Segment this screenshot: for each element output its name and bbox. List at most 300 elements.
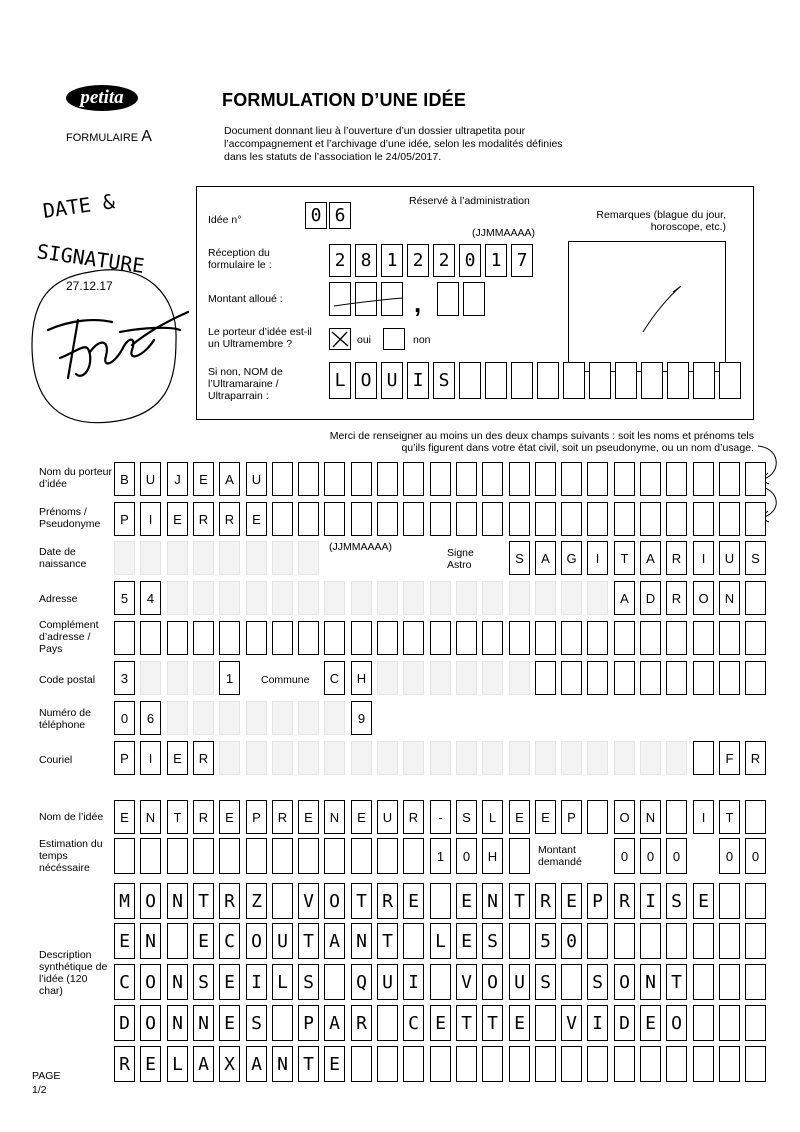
birth-date-box[interactable] <box>193 541 214 575</box>
email-box[interactable] <box>509 741 530 775</box>
description-box[interactable]: S <box>246 1005 267 1041</box>
address2-box[interactable] <box>167 621 188 655</box>
address-box[interactable] <box>377 581 398 615</box>
description-box[interactable]: A <box>324 923 345 959</box>
sponsor-letter-box[interactable] <box>589 362 611 399</box>
description-box[interactable] <box>509 923 530 959</box>
idea-name-box[interactable]: N <box>324 800 345 834</box>
address-box[interactable] <box>246 581 267 615</box>
astro-sign-box[interactable]: R <box>666 541 687 575</box>
last-name-box[interactable]: E <box>193 462 214 496</box>
description-box[interactable]: O <box>140 883 161 919</box>
sponsor-letter-box[interactable] <box>693 362 715 399</box>
description-box[interactable]: T <box>509 883 530 919</box>
description-box[interactable]: L <box>430 923 451 959</box>
last-name-box[interactable] <box>745 462 766 496</box>
idea-name-box[interactable]: R <box>272 800 293 834</box>
description-box[interactable] <box>167 923 188 959</box>
sponsor-letter-box[interactable] <box>459 362 481 399</box>
description-box[interactable] <box>745 923 766 959</box>
city-box[interactable] <box>719 661 740 695</box>
time-amount-box[interactable] <box>114 838 135 874</box>
description-box[interactable] <box>535 1005 556 1041</box>
last-name-box[interactable] <box>298 462 319 496</box>
city-box[interactable] <box>666 661 687 695</box>
description-box[interactable] <box>587 923 608 959</box>
description-box[interactable] <box>745 964 766 1000</box>
address-box[interactable]: N <box>719 581 740 615</box>
description-box[interactable]: E <box>456 883 477 919</box>
first-name-box[interactable] <box>535 502 556 536</box>
email-box[interactable] <box>456 741 477 775</box>
city-box[interactable] <box>403 661 424 695</box>
idea-name-box[interactable]: E <box>509 800 530 834</box>
last-name-box[interactable]: B <box>114 462 135 496</box>
address-box[interactable] <box>298 581 319 615</box>
idea-name-box[interactable] <box>587 800 608 834</box>
description-box[interactable]: S <box>587 964 608 1000</box>
description-box[interactable]: R <box>535 883 556 919</box>
description-box[interactable]: S <box>535 964 556 1000</box>
description-box[interactable] <box>719 1005 740 1041</box>
email-box[interactable]: R <box>745 741 766 775</box>
description-box[interactable]: N <box>167 883 188 919</box>
email-box[interactable]: F <box>719 741 740 775</box>
reception-date-box[interactable]: 8 <box>355 244 377 277</box>
city-box[interactable] <box>509 661 530 695</box>
last-name-box[interactable]: J <box>167 462 188 496</box>
city-box[interactable] <box>745 661 766 695</box>
sponsor-letter-box[interactable] <box>641 362 663 399</box>
idea-name-box[interactable]: R <box>193 800 214 834</box>
phone-box[interactable] <box>298 701 319 735</box>
description-box[interactable]: N <box>272 1046 293 1082</box>
description-box[interactable]: E <box>561 883 582 919</box>
reception-date-box[interactable]: 2 <box>407 244 429 277</box>
address2-box[interactable] <box>456 621 477 655</box>
idea-name-box[interactable]: E <box>351 800 372 834</box>
astro-sign-box[interactable]: U <box>719 541 740 575</box>
description-box[interactable]: N <box>482 883 503 919</box>
email-box[interactable] <box>482 741 503 775</box>
last-name-box[interactable] <box>561 462 582 496</box>
description-box[interactable]: U <box>377 964 398 1000</box>
time-amount-box[interactable] <box>351 838 372 874</box>
description-box[interactable]: C <box>219 923 240 959</box>
description-box[interactable]: L <box>272 964 293 1000</box>
description-box[interactable] <box>745 883 766 919</box>
first-name-box[interactable]: P <box>114 502 135 536</box>
address-box[interactable]: 4 <box>140 581 161 615</box>
remarks-box[interactable] <box>568 241 726 372</box>
address-box[interactable]: A <box>614 581 635 615</box>
address-box[interactable]: R <box>666 581 687 615</box>
description-box[interactable]: L <box>167 1046 188 1082</box>
address2-box[interactable] <box>324 621 345 655</box>
address2-box[interactable] <box>246 621 267 655</box>
address2-box[interactable] <box>482 621 503 655</box>
description-box[interactable]: V <box>298 883 319 919</box>
description-box[interactable] <box>456 1046 477 1082</box>
city-box[interactable]: C <box>324 661 345 695</box>
address2-box[interactable] <box>430 621 451 655</box>
description-box[interactable] <box>614 923 635 959</box>
idea-name-box[interactable]: L <box>482 800 503 834</box>
first-name-box[interactable] <box>614 502 635 536</box>
address-box[interactable] <box>324 581 345 615</box>
first-name-box[interactable] <box>640 502 661 536</box>
last-name-box[interactable] <box>693 462 714 496</box>
address-box[interactable] <box>167 581 188 615</box>
idea-name-box[interactable]: I <box>693 800 714 834</box>
city-box[interactable] <box>482 661 503 695</box>
description-box[interactable] <box>482 1046 503 1082</box>
address2-box[interactable] <box>140 621 161 655</box>
description-box[interactable] <box>561 964 582 1000</box>
description-box[interactable] <box>430 1046 451 1082</box>
description-box[interactable]: U <box>509 964 530 1000</box>
description-box[interactable] <box>377 1046 398 1082</box>
time-amount-box[interactable]: 0 <box>640 838 661 874</box>
city-box[interactable]: H <box>351 661 372 695</box>
first-name-box[interactable]: E <box>246 502 267 536</box>
email-box[interactable]: R <box>193 741 214 775</box>
city-box[interactable] <box>430 661 451 695</box>
description-box[interactable]: M <box>114 883 135 919</box>
last-name-box[interactable] <box>430 462 451 496</box>
reception-date-box[interactable]: 1 <box>381 244 403 277</box>
idea-number-box[interactable]: 0 <box>305 202 327 229</box>
description-box[interactable]: U <box>272 923 293 959</box>
address2-box[interactable] <box>693 621 714 655</box>
last-name-box[interactable] <box>587 462 608 496</box>
description-box[interactable]: E <box>456 923 477 959</box>
description-box[interactable]: R <box>114 1046 135 1082</box>
city-box[interactable] <box>693 661 714 695</box>
city-box[interactable] <box>377 661 398 695</box>
first-name-box[interactable] <box>719 502 740 536</box>
astro-sign-box[interactable]: S <box>509 541 530 575</box>
last-name-box[interactable] <box>719 462 740 496</box>
description-box[interactable] <box>403 1046 424 1082</box>
address-box[interactable] <box>430 581 451 615</box>
description-box[interactable]: O <box>246 923 267 959</box>
description-box[interactable]: S <box>298 964 319 1000</box>
time-amount-box[interactable] <box>193 838 214 874</box>
time-amount-box[interactable]: 0 <box>456 838 477 874</box>
reception-date-box[interactable]: 2 <box>329 244 351 277</box>
address-box[interactable] <box>272 581 293 615</box>
description-box[interactable]: E <box>430 1005 451 1041</box>
idea-name-box[interactable]: E <box>114 800 135 834</box>
description-box[interactable] <box>561 1046 582 1082</box>
email-box[interactable] <box>535 741 556 775</box>
description-box[interactable] <box>640 923 661 959</box>
birth-date-box[interactable] <box>219 541 240 575</box>
description-box[interactable]: Z <box>246 883 267 919</box>
description-box[interactable]: C <box>114 964 135 1000</box>
sponsor-letter-box[interactable]: S <box>433 362 455 399</box>
description-box[interactable] <box>693 1046 714 1082</box>
postal-code-box[interactable]: 1 <box>219 661 240 695</box>
time-amount-box[interactable]: 0 <box>666 838 687 874</box>
sponsor-letter-box[interactable] <box>511 362 533 399</box>
description-box[interactable]: O <box>140 964 161 1000</box>
description-box[interactable]: A <box>193 1046 214 1082</box>
description-box[interactable] <box>430 883 451 919</box>
address-box[interactable] <box>745 581 766 615</box>
email-box[interactable]: P <box>114 741 135 775</box>
sponsor-letter-box[interactable] <box>485 362 507 399</box>
description-box[interactable]: A <box>324 1005 345 1041</box>
description-box[interactable]: O <box>140 1005 161 1041</box>
address2-box[interactable] <box>614 621 635 655</box>
address-box[interactable] <box>535 581 556 615</box>
first-name-box[interactable] <box>272 502 293 536</box>
description-box[interactable]: I <box>246 964 267 1000</box>
time-amount-box[interactable] <box>219 838 240 874</box>
last-name-box[interactable] <box>666 462 687 496</box>
first-name-box[interactable]: E <box>167 502 188 536</box>
description-box[interactable]: N <box>167 964 188 1000</box>
astro-sign-box[interactable]: A <box>640 541 661 575</box>
description-box[interactable]: T <box>298 1046 319 1082</box>
description-box[interactable]: E <box>114 923 135 959</box>
address-box[interactable] <box>456 581 477 615</box>
idea-name-box[interactable]: T <box>167 800 188 834</box>
birth-date-box[interactable] <box>298 541 319 575</box>
description-box[interactable] <box>324 964 345 1000</box>
description-box[interactable]: R <box>614 883 635 919</box>
first-name-box[interactable] <box>324 502 345 536</box>
idea-name-box[interactable]: R <box>403 800 424 834</box>
time-amount-box[interactable] <box>140 838 161 874</box>
first-name-box[interactable] <box>666 502 687 536</box>
sponsor-letter-box[interactable]: L <box>329 362 351 399</box>
description-box[interactable]: E <box>640 1005 661 1041</box>
phone-box[interactable]: 9 <box>351 701 372 735</box>
description-box[interactable]: X <box>219 1046 240 1082</box>
description-box[interactable]: N <box>193 1005 214 1041</box>
description-box[interactable] <box>719 923 740 959</box>
first-name-box[interactable] <box>377 502 398 536</box>
description-box[interactable]: N <box>167 1005 188 1041</box>
description-box[interactable] <box>430 964 451 1000</box>
idea-name-box[interactable]: E <box>535 800 556 834</box>
idea-number-box[interactable]: 6 <box>329 202 351 229</box>
first-name-box[interactable] <box>351 502 372 536</box>
address-box[interactable] <box>403 581 424 615</box>
address2-box[interactable] <box>535 621 556 655</box>
description-box[interactable] <box>614 1046 635 1082</box>
description-box[interactable]: Q <box>351 964 372 1000</box>
description-box[interactable]: I <box>403 964 424 1000</box>
email-box[interactable] <box>640 741 661 775</box>
time-amount-box[interactable] <box>403 838 424 874</box>
idea-name-box[interactable]: P <box>246 800 267 834</box>
description-box[interactable]: T <box>666 964 687 1000</box>
description-box[interactable] <box>719 964 740 1000</box>
description-box[interactable] <box>403 923 424 959</box>
email-box[interactable] <box>377 741 398 775</box>
city-box[interactable] <box>614 661 635 695</box>
last-name-box[interactable] <box>377 462 398 496</box>
description-box[interactable]: N <box>640 964 661 1000</box>
birth-date-box[interactable] <box>114 541 135 575</box>
time-amount-box[interactable] <box>272 838 293 874</box>
signature-area[interactable] <box>20 180 200 440</box>
time-amount-box[interactable]: H <box>482 838 503 874</box>
description-box[interactable]: A <box>246 1046 267 1082</box>
description-box[interactable]: R <box>351 1005 372 1041</box>
description-box[interactable]: T <box>298 923 319 959</box>
idea-name-box[interactable]: P <box>561 800 582 834</box>
description-box[interactable]: O <box>614 964 635 1000</box>
phone-box[interactable] <box>272 701 293 735</box>
amount-allowed-cents-box[interactable] <box>437 282 459 316</box>
description-box[interactable]: R <box>377 883 398 919</box>
idea-name-box[interactable]: O <box>614 800 635 834</box>
time-amount-box[interactable] <box>167 838 188 874</box>
postal-code-box[interactable] <box>193 661 214 695</box>
description-box[interactable] <box>535 1046 556 1082</box>
description-box[interactable] <box>272 883 293 919</box>
address-box[interactable]: O <box>693 581 714 615</box>
idea-name-box[interactable]: N <box>640 800 661 834</box>
address2-box[interactable] <box>745 621 766 655</box>
astro-sign-box[interactable]: T <box>614 541 635 575</box>
idea-name-box[interactable] <box>745 800 766 834</box>
address2-box[interactable] <box>509 621 530 655</box>
description-box[interactable]: E <box>219 964 240 1000</box>
sponsor-letter-box[interactable] <box>563 362 585 399</box>
first-name-box[interactable] <box>456 502 477 536</box>
email-box[interactable]: E <box>167 741 188 775</box>
phone-box[interactable] <box>324 701 345 735</box>
description-box[interactable] <box>509 1046 530 1082</box>
first-name-box[interactable] <box>298 502 319 536</box>
last-name-box[interactable] <box>272 462 293 496</box>
astro-sign-box[interactable]: G <box>561 541 582 575</box>
address2-box[interactable] <box>666 621 687 655</box>
phone-box[interactable]: 6 <box>140 701 161 735</box>
description-box[interactable]: O <box>482 964 503 1000</box>
first-name-box[interactable]: R <box>219 502 240 536</box>
sponsor-letter-box[interactable] <box>615 362 637 399</box>
idea-name-box[interactable]: - <box>430 800 451 834</box>
description-box[interactable]: T <box>377 923 398 959</box>
description-box[interactable]: E <box>693 883 714 919</box>
description-box[interactable]: O <box>666 1005 687 1041</box>
description-box[interactable] <box>587 1046 608 1082</box>
description-box[interactable] <box>666 1046 687 1082</box>
email-box[interactable] <box>351 741 372 775</box>
description-box[interactable]: N <box>351 923 372 959</box>
city-box[interactable] <box>535 661 556 695</box>
first-name-box[interactable] <box>587 502 608 536</box>
address2-box[interactable] <box>351 621 372 655</box>
description-box[interactable]: E <box>324 1046 345 1082</box>
description-box[interactable]: V <box>456 964 477 1000</box>
time-amount-box[interactable] <box>377 838 398 874</box>
address2-box[interactable] <box>403 621 424 655</box>
email-box[interactable] <box>298 741 319 775</box>
astro-sign-box[interactable]: I <box>587 541 608 575</box>
idea-name-box[interactable]: E <box>219 800 240 834</box>
last-name-box[interactable]: A <box>219 462 240 496</box>
email-box[interactable] <box>614 741 635 775</box>
description-box[interactable] <box>272 1005 293 1041</box>
description-box[interactable]: D <box>114 1005 135 1041</box>
sponsor-letter-box[interactable]: U <box>381 362 403 399</box>
description-box[interactable] <box>693 964 714 1000</box>
idea-name-box[interactable] <box>666 800 687 834</box>
last-name-box[interactable] <box>403 462 424 496</box>
first-name-box[interactable] <box>430 502 451 536</box>
description-box[interactable]: I <box>587 1005 608 1041</box>
member-yes-checkbox[interactable] <box>329 328 351 350</box>
idea-name-box[interactable]: U <box>377 800 398 834</box>
description-box[interactable]: I <box>640 883 661 919</box>
description-box[interactable]: O <box>324 883 345 919</box>
email-box[interactable] <box>666 741 687 775</box>
email-box[interactable] <box>219 741 240 775</box>
phone-box[interactable] <box>246 701 267 735</box>
description-box[interactable]: 0 <box>561 923 582 959</box>
description-box[interactable]: V <box>561 1005 582 1041</box>
idea-name-box[interactable]: E <box>298 800 319 834</box>
time-amount-box[interactable]: 0 <box>719 838 740 874</box>
first-name-box[interactable] <box>482 502 503 536</box>
description-box[interactable]: T <box>456 1005 477 1041</box>
address-box[interactable]: 5 <box>114 581 135 615</box>
description-box[interactable] <box>666 923 687 959</box>
description-box[interactable]: S <box>193 964 214 1000</box>
description-box[interactable]: 5 <box>535 923 556 959</box>
phone-box[interactable]: 0 <box>114 701 135 735</box>
email-box[interactable] <box>246 741 267 775</box>
last-name-box[interactable] <box>324 462 345 496</box>
first-name-box[interactable] <box>561 502 582 536</box>
time-amount-box[interactable] <box>509 838 530 874</box>
email-box[interactable] <box>587 741 608 775</box>
time-amount-box[interactable] <box>298 838 319 874</box>
address-box[interactable] <box>193 581 214 615</box>
first-name-box[interactable] <box>693 502 714 536</box>
address2-box[interactable] <box>587 621 608 655</box>
address2-box[interactable] <box>193 621 214 655</box>
address-box[interactable]: D <box>640 581 661 615</box>
sponsor-letter-box[interactable] <box>719 362 741 399</box>
address-box[interactable] <box>509 581 530 615</box>
last-name-box[interactable] <box>640 462 661 496</box>
address2-box[interactable] <box>219 621 240 655</box>
description-box[interactable]: C <box>403 1005 424 1041</box>
description-box[interactable]: D <box>614 1005 635 1041</box>
phone-box[interactable] <box>193 701 214 735</box>
email-box[interactable] <box>561 741 582 775</box>
sponsor-letter-box[interactable]: I <box>407 362 429 399</box>
last-name-box[interactable]: U <box>246 462 267 496</box>
birth-date-box[interactable] <box>246 541 267 575</box>
first-name-box[interactable] <box>745 502 766 536</box>
description-box[interactable]: T <box>482 1005 503 1041</box>
description-box[interactable]: E <box>140 1046 161 1082</box>
last-name-box[interactable] <box>351 462 372 496</box>
address-box[interactable] <box>219 581 240 615</box>
idea-name-box[interactable]: N <box>140 800 161 834</box>
address-box[interactable] <box>587 581 608 615</box>
